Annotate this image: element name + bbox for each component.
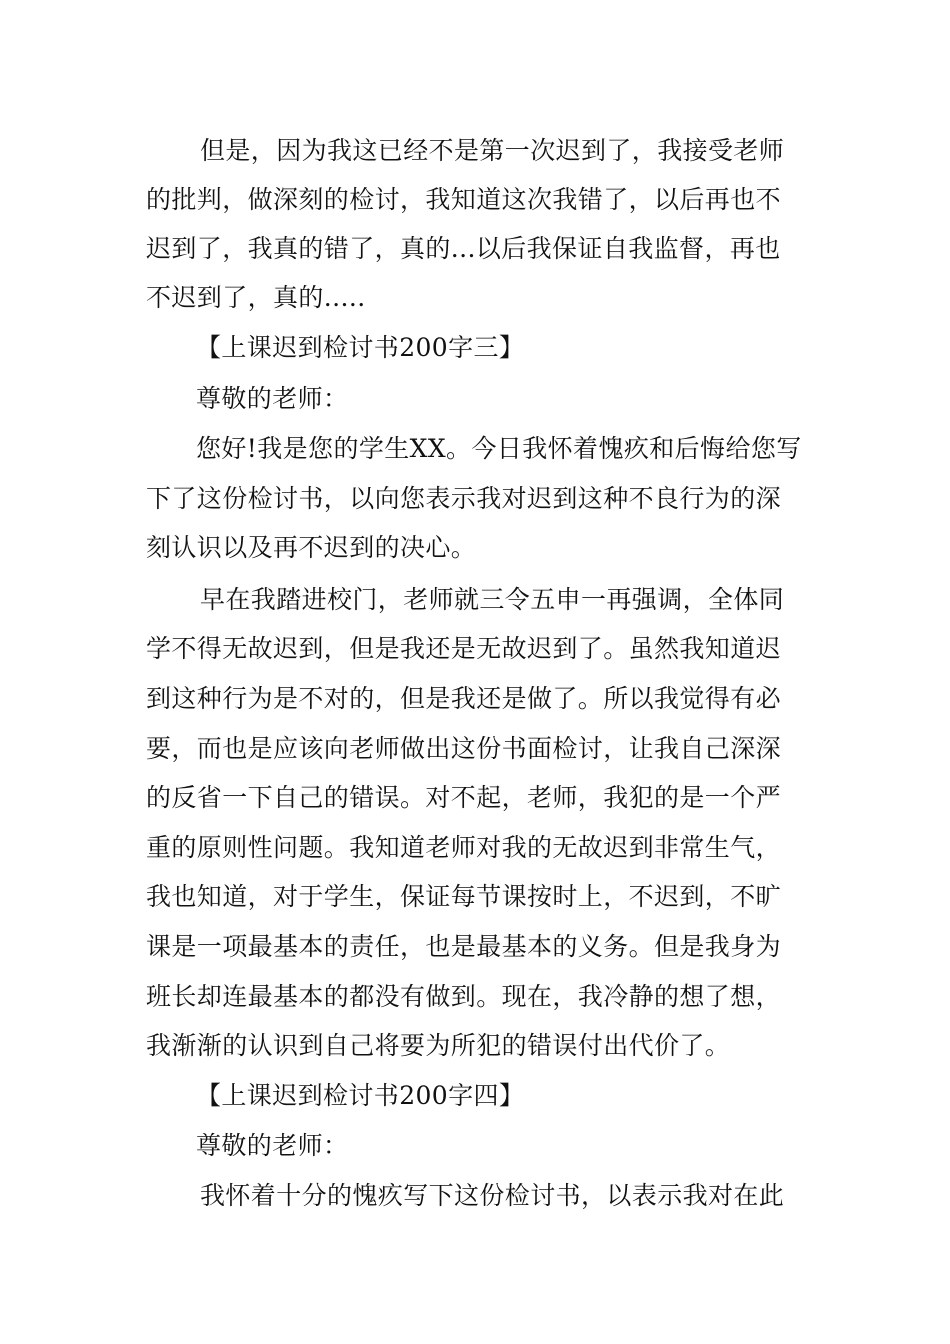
paragraph-line: 迟到了，我真的错了，真的...以后我保证自我监督，再也	[146, 234, 781, 263]
paragraph-line: 班长却连最基本的都没有做到。现在，我冷静的想了想，	[146, 982, 782, 1011]
paragraph-line: 不迟到了，真的.....	[146, 283, 366, 312]
paragraph-line: 下了这份检讨书，以向您表示我对迟到这种不良行为的深	[146, 484, 782, 513]
paragraph-line: 学不得无故迟到，但是我还是无故迟到了。虽然我知道迟	[146, 634, 782, 663]
section-heading: 【上课迟到检讨书200字三】	[196, 333, 525, 362]
paragraph-line: 的反省一下自己的错误。对不起，老师，我犯的是一个严	[146, 783, 782, 812]
paragraph-line: 但是，因为我这已经不是第一次迟到了，我接受老师	[200, 136, 785, 165]
section-heading: 【上课迟到检讨书200字四】	[196, 1081, 525, 1110]
paragraph-line: 我怀着十分的愧疚写下这份检讨书，以表示我对在此	[200, 1181, 785, 1210]
paragraph-line: 早在我踏进校门，老师就三令五申一再强调，全体同	[200, 585, 785, 614]
paragraph-line: 重的原则性问题。我知道老师对我的无故迟到非常生气，	[146, 833, 782, 862]
paragraph-line: 您好!我是您的学生XX。今日我怀着愧疚和后悔给您写	[196, 434, 802, 463]
paragraph-line: 到这种行为是不对的，但是我还是做了。所以我觉得有必	[146, 684, 782, 713]
paragraph-line: 刻认识以及再不迟到的决心。	[146, 533, 477, 562]
paragraph-line: 的批判，做深刻的检讨，我知道这次我错了，以后再也不	[146, 185, 782, 214]
paragraph-line: 要，而也是应该向老师做出这份书面检讨，让我自己深深	[146, 734, 782, 763]
paragraph-line: 课是一项最基本的责任，也是最基本的义务。但是我身为	[146, 932, 782, 961]
paragraph-line: 我也知道，对于学生，保证每节课按时上，不迟到，不旷	[146, 882, 782, 911]
paragraph-line: 我渐渐的认识到自己将要为所犯的错误付出代价了。	[146, 1031, 731, 1060]
salutation: 尊敬的老师：	[196, 1131, 349, 1160]
salutation: 尊敬的老师：	[196, 384, 349, 413]
